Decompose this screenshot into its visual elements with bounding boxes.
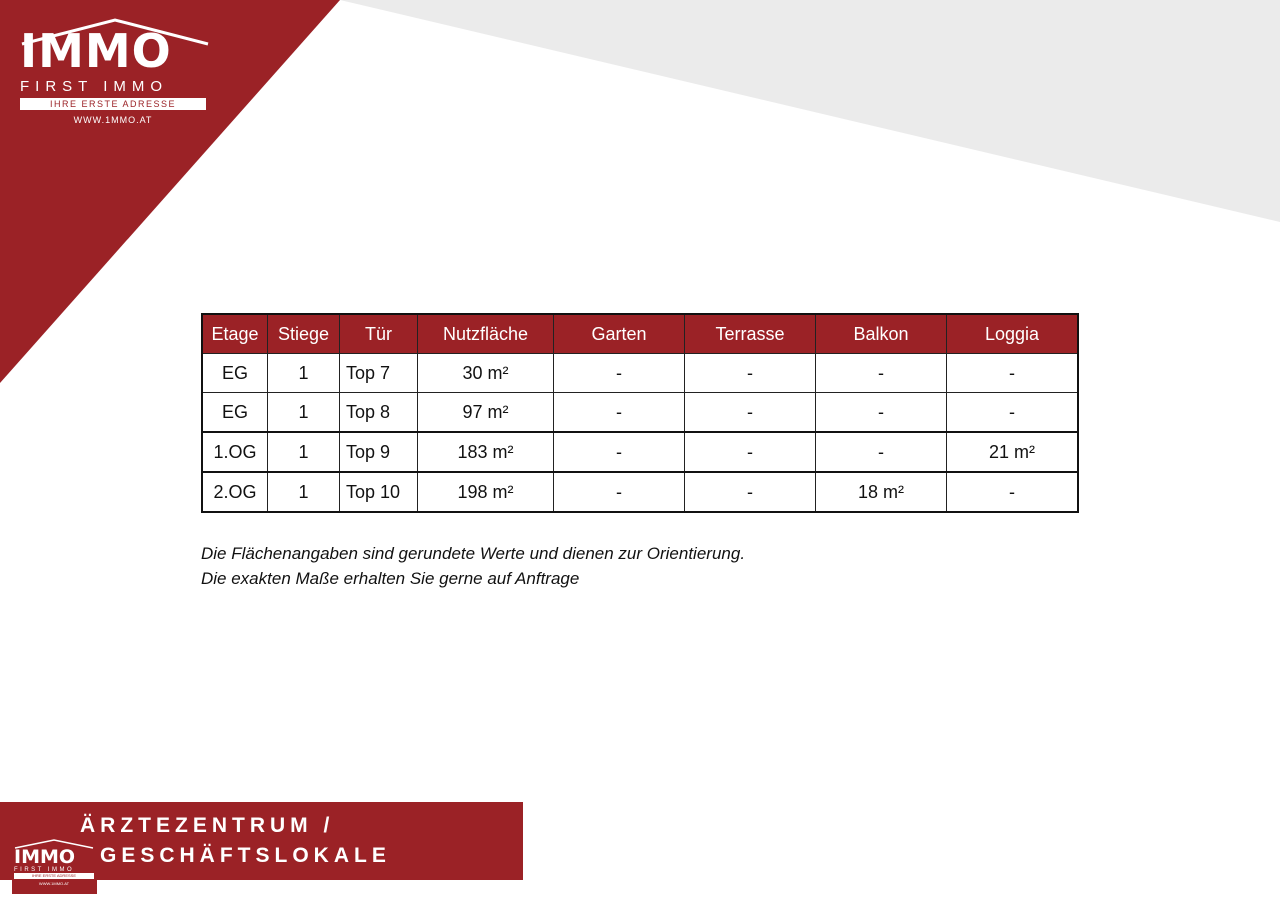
banner-title-line-2: GESCHÄFTSLOKALE [100, 844, 391, 867]
cell-terrasse: - [685, 354, 816, 393]
table-row [202, 354, 1078, 393]
table-header-row [202, 314, 1078, 354]
cell-nutzflaeche: 183 m² [418, 432, 554, 472]
col-header-nutzflaeche: Nutzfläche [418, 314, 554, 354]
cell-etage: EG [202, 393, 268, 433]
table-row [202, 472, 1078, 512]
cell-loggia: - [947, 472, 1079, 512]
first-immo-logo [20, 18, 210, 125]
cell-etage: 2.OG [202, 472, 268, 512]
cell-garten: - [554, 432, 685, 472]
cell-terrasse: - [685, 393, 816, 433]
cell-stiege: 1 [268, 393, 340, 433]
col-header-etage: Etage [202, 314, 268, 354]
cell-stiege: 1 [268, 472, 340, 512]
table-row [202, 432, 1078, 472]
cell-tuer: Top 10 [340, 472, 418, 512]
col-header-stiege: Stiege [268, 314, 340, 354]
col-header-tuer: Tür [340, 314, 418, 354]
cell-nutzflaeche: 198 m² [418, 472, 554, 512]
cell-balkon: - [816, 393, 947, 433]
cell-garten: - [554, 472, 685, 512]
cell-tuer: Top 9 [340, 432, 418, 472]
disclaimer-line-1: Die Flächenangaben sind gerundete Werte und dienen zur Orientierung. [201, 544, 746, 563]
logo-roof-icon [12, 838, 97, 850]
cell-loggia: - [947, 393, 1079, 433]
cell-balkon: 18 m² [816, 472, 947, 512]
logo-subtitle: FIRST IMMO [14, 867, 75, 873]
cell-tuer: Top 8 [340, 393, 418, 433]
cell-balkon: - [816, 432, 947, 472]
cell-nutzflaeche: 30 m² [418, 354, 554, 393]
cell-balkon: - [816, 354, 947, 393]
cell-loggia: 21 m² [947, 432, 1079, 472]
disclaimer-note [201, 541, 745, 591]
logo-wordmark: IMMO [14, 846, 76, 868]
col-header-garten: Garten [554, 314, 685, 354]
banner-title-line-1: ÄRZTEZENTRUM / [80, 814, 335, 837]
table-row [202, 393, 1078, 433]
cell-garten: - [554, 393, 685, 433]
cell-etage: 1.OG [202, 432, 268, 472]
col-header-terrasse: Terrasse [685, 314, 816, 354]
logo-subtitle: FIRST IMMO [20, 78, 169, 95]
grey-corner-shape [340, 0, 1280, 222]
logo-tagline: IHRE ERSTE ADRESSE [14, 873, 94, 879]
logo-url: WWW.1MMO.AT [38, 881, 70, 886]
disclaimer-line-2: Die exakten Maße erhalten Sie gerne auf Anftrage [201, 569, 580, 588]
logo-url: WWW.1MMO.AT [73, 115, 153, 125]
cell-loggia: - [947, 354, 1079, 393]
cell-stiege: 1 [268, 354, 340, 393]
cell-garten: - [554, 354, 685, 393]
logo-wordmark: IMMO [20, 24, 172, 78]
cell-etage: EG [202, 354, 268, 393]
cell-terrasse: - [685, 432, 816, 472]
cell-stiege: 1 [268, 432, 340, 472]
col-header-loggia: Loggia [947, 314, 1079, 354]
cell-terrasse: - [685, 472, 816, 512]
first-immo-logo-small [12, 838, 97, 894]
logo-tagline: IHRE ERSTE ADRESSE [20, 98, 206, 110]
area-table [201, 313, 1079, 513]
cell-nutzflaeche: 97 m² [418, 393, 554, 433]
cell-tuer: Top 7 [340, 354, 418, 393]
col-header-balkon: Balkon [816, 314, 947, 354]
